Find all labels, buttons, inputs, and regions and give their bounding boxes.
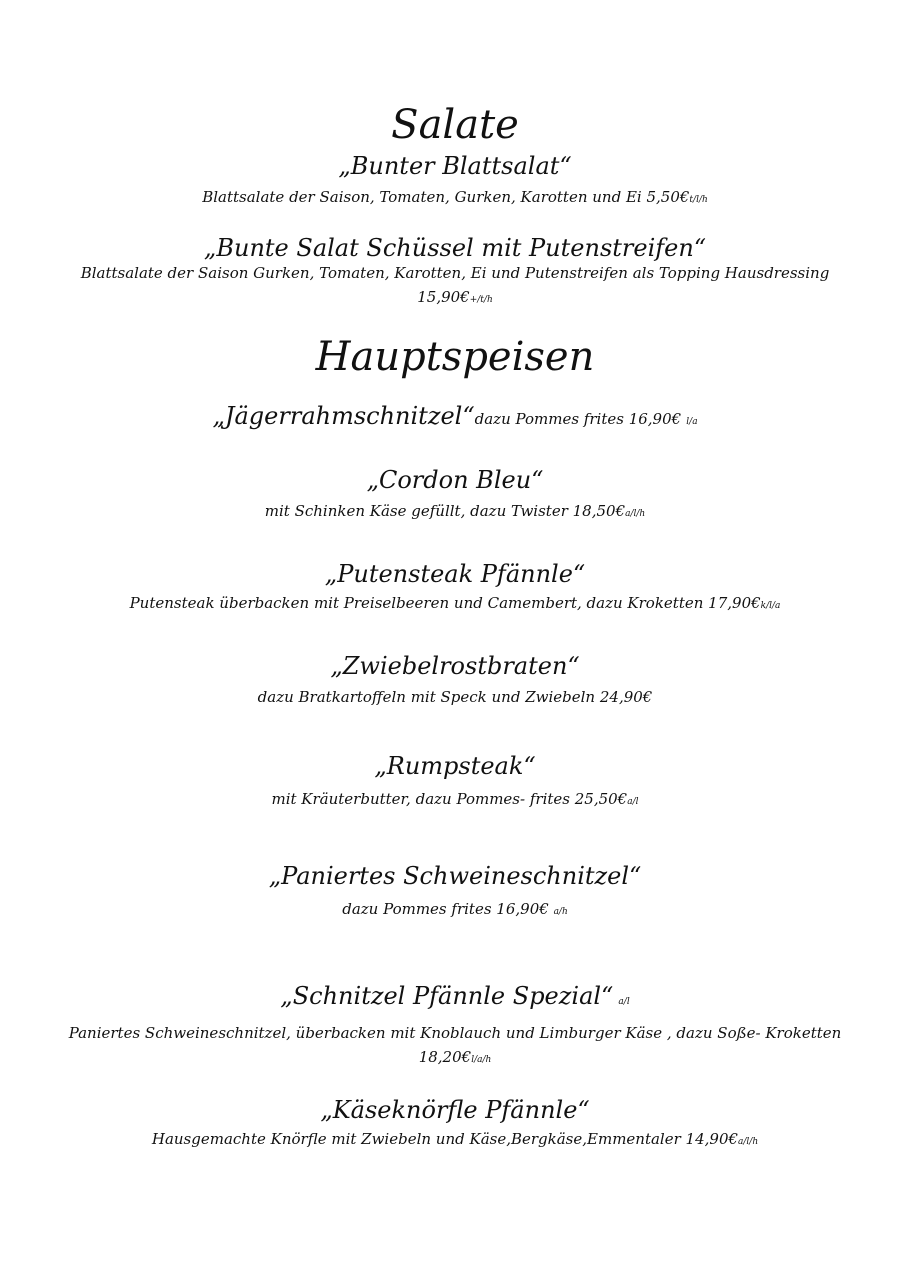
dish-description: Blattsalate der Saison Gurken, Tomaten, Karotten, Ei und Putenstreifen als Topping Hausdressing bbox=[80, 264, 830, 282]
allergen-codes: a/l bbox=[618, 997, 630, 1007]
dish-line bbox=[0, 402, 910, 430]
allergen-codes: t/l/h bbox=[689, 195, 708, 205]
salate-heading: Salate bbox=[391, 102, 519, 148]
dish-description: dazu Pommes frites 16,90€ bbox=[474, 410, 682, 428]
dish-name: „Rumpsteak“ bbox=[374, 752, 536, 780]
dish-name: „Bunte Salat Schüssel mit Putenstreifen“ bbox=[203, 234, 707, 262]
dish-name: „Jägerrahmschnitzel“ bbox=[212, 402, 475, 430]
allergen-codes: k/l/a bbox=[760, 601, 781, 611]
dish-description-text: Putensteak überbacken mit Preiselbeeren und Camembert, dazu Kroketten 17,90€ bbox=[129, 594, 761, 612]
dish-description bbox=[0, 594, 910, 612]
dish-description-text: mit Schinken Käse gefüllt, dazu Twister 18,50€ bbox=[264, 502, 626, 520]
allergen-codes: l/a bbox=[686, 417, 698, 427]
dish-description-text: dazu Pommes frites 16,90€ bbox=[342, 900, 549, 918]
dish-name: „Cordon Bleu“ bbox=[366, 466, 544, 494]
dish-description bbox=[0, 1130, 910, 1148]
dish-description bbox=[0, 502, 910, 520]
dish-description: Paniertes Schweineschnitzel, überbacken mit Knoblauch und Limburger Käse , dazu Soße- Kroketten bbox=[68, 1024, 842, 1042]
dish-name: „Schnitzel Pfännle Spezial“ bbox=[280, 982, 614, 1010]
dish-description-text: Hausgemachte Knörfle mit Zwiebeln und Käse,Bergkäse,Emmentaler 14,90€ bbox=[151, 1130, 739, 1148]
allergen-codes: +/t/h bbox=[469, 295, 493, 305]
price-text: 18,20€ bbox=[418, 1048, 472, 1066]
dish-name: „Bunter Blattsalat“ bbox=[338, 152, 572, 180]
dish-name: „Zwiebelrostbraten“ bbox=[330, 652, 580, 680]
dish-description bbox=[0, 900, 910, 918]
allergen-codes: a/l/h bbox=[738, 1137, 759, 1147]
dish-name: „Käseknörfle Pfännle“ bbox=[320, 1096, 590, 1124]
dish-price bbox=[0, 288, 910, 306]
dish-name: „Paniertes Schweineschnitzel“ bbox=[268, 862, 642, 890]
dish-name: „Putensteak Pfännle“ bbox=[324, 560, 586, 588]
allergen-codes: a/l/h bbox=[625, 509, 646, 519]
allergen-codes: a/h bbox=[553, 907, 568, 917]
dish-description-text: mit Kräuterbutter, dazu Pommes- frites 25,50€ bbox=[271, 790, 628, 808]
dish-description-text: Blattsalate der Saison, Tomaten, Gurken, Karotten und Ei 5,50€ bbox=[202, 188, 690, 206]
dish-description bbox=[0, 188, 910, 206]
price-text: 15,90€ bbox=[417, 288, 470, 306]
allergen-codes: a/l bbox=[627, 797, 639, 807]
dish-description: dazu Bratkartoffeln mit Speck und Zwiebeln 24,90€ bbox=[257, 688, 653, 706]
dish-line bbox=[0, 982, 910, 1010]
dish-price bbox=[0, 1048, 910, 1066]
dish-description bbox=[0, 790, 910, 808]
allergen-codes: l/a/h bbox=[471, 1055, 492, 1065]
hauptspeisen-heading: Hauptspeisen bbox=[315, 334, 595, 380]
